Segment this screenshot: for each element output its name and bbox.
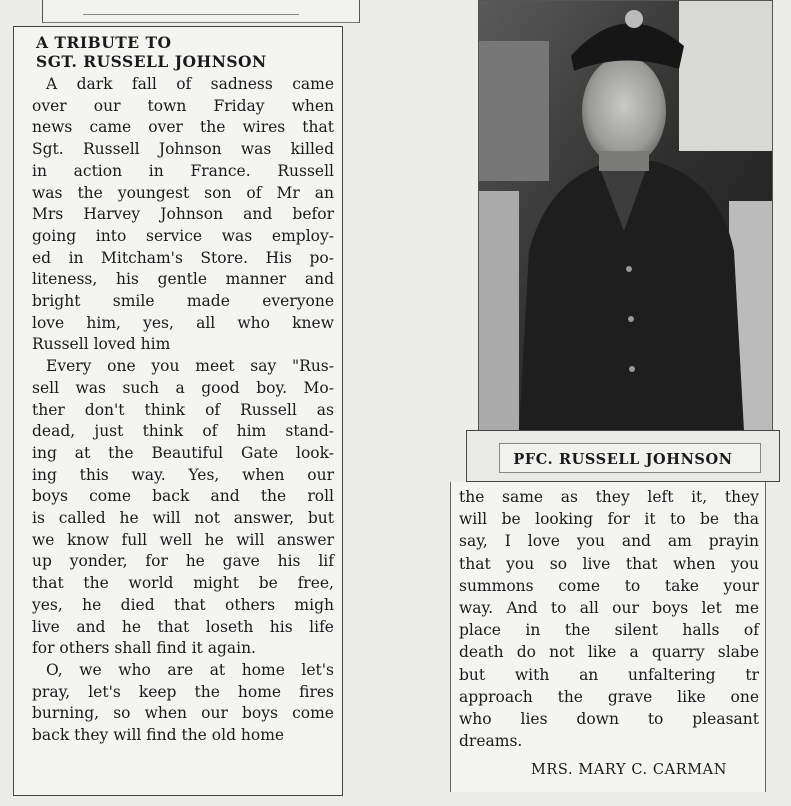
photo-caption-box <box>466 430 780 482</box>
text-line: burning, so when our boys come <box>32 704 334 723</box>
text-line: dead, just think of him stand- <box>32 422 334 441</box>
divider <box>83 14 299 15</box>
continuation-body <box>459 486 759 752</box>
text-line: death do not like a quarry slabe <box>459 643 759 662</box>
text-line: in action in France. Russell <box>32 161 334 180</box>
text-line: liteness, his gentle manner and <box>32 270 334 289</box>
tribute-article <box>13 26 343 796</box>
text-line: approach the grave like one <box>459 687 759 706</box>
text-line: that the world might be free, <box>32 574 334 593</box>
article-paragraph <box>32 660 334 747</box>
text-line: the same as they left it, they <box>459 488 759 506</box>
author-signature: MRS. MARY C. CARMAN <box>530 762 728 779</box>
text-line: but with an unfaltering tr <box>459 665 759 684</box>
text-line: will be looking for it to be tha <box>459 510 759 529</box>
soldier-portrait-icon <box>479 1 772 431</box>
article-headline <box>36 33 334 71</box>
soldier-photo <box>478 0 773 432</box>
text-line: for others shall find it again. <box>32 639 256 658</box>
text-line: boys come back and the roll <box>32 487 334 506</box>
text-line: that you so live that when you <box>459 554 759 573</box>
text-line: O, we who are at home let's <box>46 660 334 679</box>
text-line: pray, let's keep the home fires <box>32 682 334 701</box>
text-line: was the youngest son of Mr an <box>32 183 334 202</box>
article-paragraph <box>32 74 334 356</box>
text-line: ing this way. Yes, when our <box>32 465 334 484</box>
text-line: going into service was employ- <box>32 226 334 245</box>
text-line: Russell loved him <box>32 335 171 354</box>
text-line: say, I love you and am prayin <box>459 532 759 551</box>
text-line: Mrs Harvey Johnson and befor <box>32 205 334 224</box>
photo-caption: PFC. RUSSELL JOHNSON <box>513 451 733 468</box>
article-paragraph <box>32 356 334 660</box>
text-line: sell was such a good boy. Mo- <box>32 378 334 397</box>
text-line: dreams. <box>459 732 523 751</box>
text-line: yes, he died that others migh <box>32 595 334 614</box>
text-line: is called he will not answer, but <box>32 509 334 528</box>
text-line: live and he that loseth his life <box>32 617 334 636</box>
text-line: news came over the wires that <box>32 118 334 137</box>
text-line: we know full well he will answer <box>32 530 334 549</box>
tribute-continuation <box>450 482 766 792</box>
text-line: ed in Mitcham's Store. His po- <box>32 248 334 267</box>
article-body <box>32 74 334 747</box>
text-line: bright smile made everyone <box>32 292 334 311</box>
previous-clipping-edge <box>42 0 360 23</box>
text-line: Sgt. Russell Johnson was killed <box>32 140 334 159</box>
text-line: ing at the Beautiful Gate look- <box>32 443 334 462</box>
text-line: Every one you meet say "Rus- <box>46 357 334 376</box>
text-line: summons come to take your <box>459 576 759 595</box>
text-line: love him, yes, all who knew <box>32 313 334 332</box>
text-line: place in the silent halls of <box>459 621 759 640</box>
headline-line: A TRIBUTE TO <box>36 33 172 52</box>
text-line: way. And to all our boys let me <box>459 599 759 618</box>
text-line: up yonder, for he gave his lif <box>32 552 334 571</box>
text-line: who lies down to pleasant <box>459 710 759 729</box>
text-line: over our town Friday when <box>32 96 334 115</box>
headline-line: SGT. RUSSELL JOHNSON <box>36 52 267 71</box>
text-line: ther don't think of Russell as <box>32 400 334 419</box>
text-line: A dark fall of sadness came <box>46 75 334 93</box>
text-line: back they will find the old home <box>32 726 285 745</box>
